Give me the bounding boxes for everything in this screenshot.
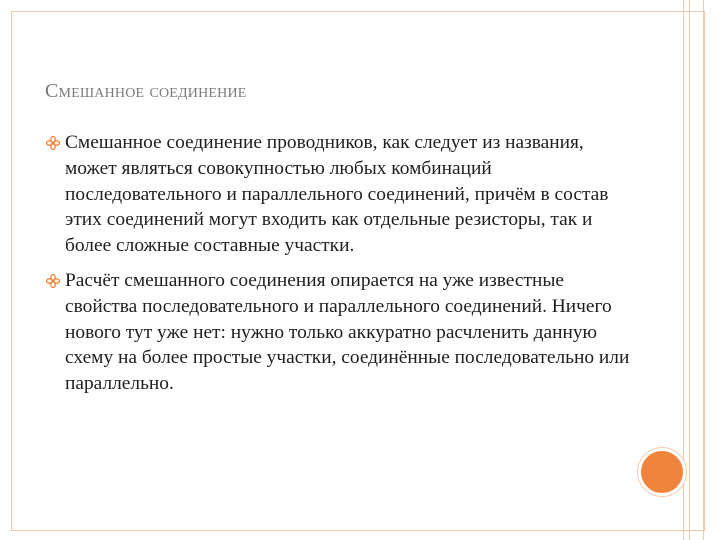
slide-title: Смешанное соединение: [45, 80, 247, 102]
bullet-list: [46, 130, 636, 406]
decorative-orange-circle: [638, 448, 686, 496]
decorative-line: [683, 0, 684, 540]
bullet-text: Смешанное соединение проводников, как следует из названия, может являться совокупностью любых комбинаций последовательного и параллельного соединений, причём в состав этих соединений могут входить как отдельные резисторы, так и более сложные составные участки.: [65, 132, 609, 257]
flower-bullet-icon: [46, 136, 60, 150]
bullet-item: [46, 268, 636, 397]
decorative-line: [689, 0, 690, 540]
flower-bullet-icon: [46, 274, 60, 288]
decorative-line: [703, 0, 704, 540]
bullet-item: [46, 130, 636, 259]
bullet-text: Расчёт смешанного соединения опирается на уже известные свойства последовательного и параллельного соединений. Ничего нового тут уже нет: нужно только аккуратно расчленить данную схему на более простые участки, соединённые последовательно или параллельно.: [65, 269, 630, 395]
